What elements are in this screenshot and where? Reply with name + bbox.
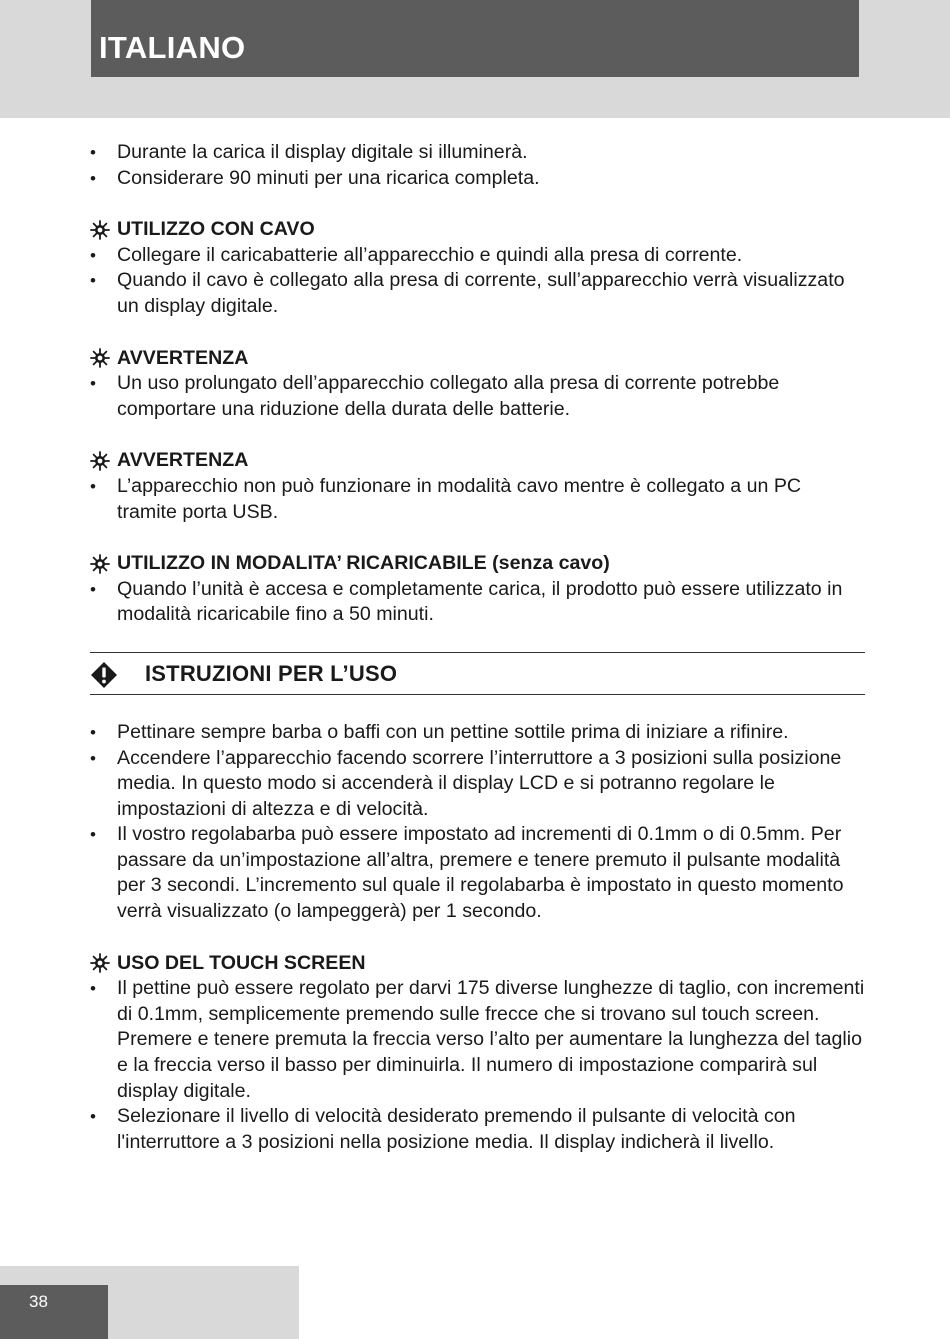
heading-warning-1 — [90, 346, 865, 372]
page-number: 38 — [0, 1285, 108, 1339]
list-item: • L’apparecchio non può funzionare in modalità cavo mentre è collegato a un PC tramite porta USB. — [90, 474, 865, 525]
list-item: • Il pettine può essere regolato per darvi 175 diverse lunghezze di taglio, con incrementi di 0.1mm, semplicemente premendo sulle frecce che si trovano sul touch screen. Premere e tenere premuta la freccia verso l’alto per aumentare la lunghezza del taglio e la freccia verso il basso per diminuirla. Il numero di impostazione comparirà sul display digitale. — [90, 976, 865, 1104]
language-tab: ITALIANO — [91, 0, 859, 77]
page-content — [90, 140, 865, 1155]
corded-list — [90, 243, 865, 320]
heading-text: AVVERTENZA — [117, 346, 249, 369]
heading-text: AVVERTENZA — [117, 449, 249, 472]
heading-corded-use — [90, 217, 865, 243]
list-item: • Pettinare sempre barba o baffi con un pettine sottile prima di iniziare a rifinire. — [90, 720, 865, 746]
warning-2-list — [90, 474, 865, 525]
cordless-list — [90, 577, 865, 628]
list-item: • Quando il cavo è collegato alla presa di corrente, sull’apparecchio verrà visualizzato un display digitale. — [90, 268, 865, 319]
section-title: ISTRUZIONI PER L’USO — [145, 660, 398, 686]
list-item: • Considerare 90 minuti per una ricarica completa. — [90, 166, 865, 192]
instructions-list — [90, 720, 865, 925]
section-header-instructions — [90, 652, 865, 695]
heading-warning-2 — [90, 448, 865, 474]
sun-icon — [90, 951, 112, 976]
warning-diamond-icon — [90, 661, 118, 689]
list-item: • Il vostro regolabarba può essere impostato ad incrementi di 0.1mm o di 0.5mm. Per passare da un’impostazione all’altra, premere e tenere premuto il pulsante modalità per 3 secondi. L’incremento sul quale il regolabarba è impostato in questo momento verrà visualizzato (o lampeggerà) per 1 secondo. — [90, 822, 865, 924]
list-item: • Un uso prolungato dell’apparecchio collegato alla presa di corrente potrebbe comportare una riduzione della durata delle batterie. — [90, 371, 865, 422]
sun-icon — [90, 551, 112, 576]
heading-text: UTILIZZO IN MODALITA’ RICARICABILE (senza cavo) — [117, 552, 610, 575]
list-item: • Collegare il caricabatterie all’apparecchio e quindi alla presa di corrente. — [90, 243, 865, 269]
heading-cordless-use — [90, 551, 865, 577]
sun-icon — [90, 217, 112, 242]
touch-screen-list — [90, 976, 865, 1155]
list-item: • Durante la carica il display digitale si illuminerà. — [90, 140, 865, 166]
list-item: • Selezionare il livello di velocità desiderato premendo il pulsante di velocità con l'interruttore a 3 posizioni nella posizione media. Il display indicherà il livello. — [90, 1104, 865, 1155]
heading-touch-screen — [90, 951, 865, 977]
heading-text: UTILIZZO CON CAVO — [117, 218, 315, 241]
list-item: • Quando l’unità è accesa e completamente carica, il prodotto può essere utilizzato in modalità ricaricabile fino a 50 minuti. — [90, 577, 865, 628]
charging-list — [90, 140, 865, 191]
list-item: • Accendere l’apparecchio facendo scorrere l’interruttore a 3 posizioni sulla posizione media. In questo modo si accenderà il display LCD e si potranno regolare le impostazioni di altezza e di velocità. — [90, 746, 865, 823]
heading-text: USO DEL TOUCH SCREEN — [117, 951, 366, 974]
warning-1-list — [90, 371, 865, 422]
sun-icon — [90, 346, 112, 371]
sun-icon — [90, 448, 112, 473]
